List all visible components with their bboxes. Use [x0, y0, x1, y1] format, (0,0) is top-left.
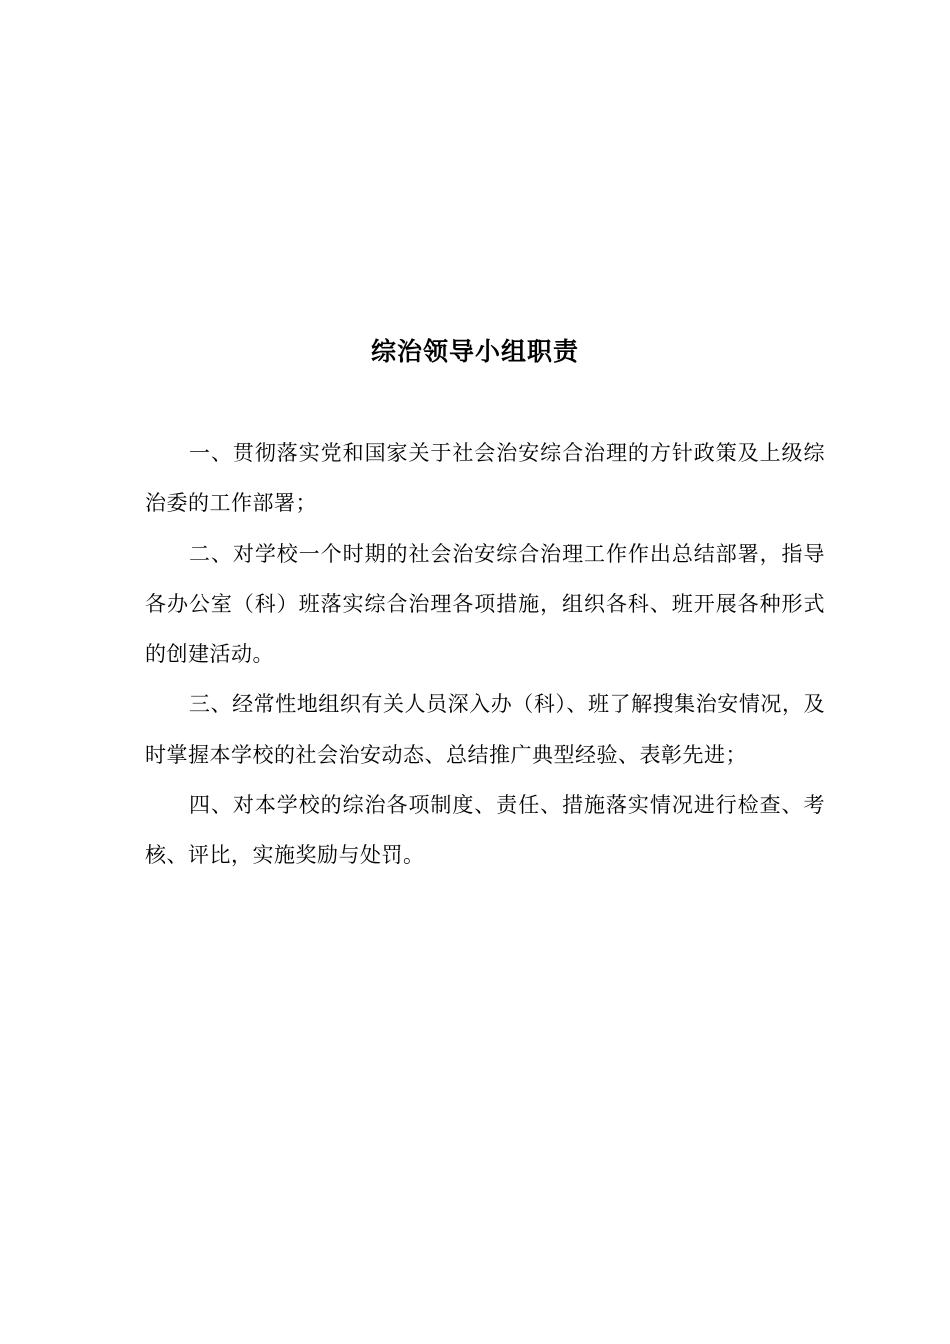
- paragraph-4: 四、对本学校的综治各项制度、责任、措施落实情况进行检查、考核、评比，实施奖励与处罚。: [145, 793, 825, 868]
- paragraph-3: 三、经常性地组织有关人员深入办（科）、班了解搜集治安情况，及时掌握本学校的社会治安动态、总结推广典型经验、表彰先进；: [145, 692, 825, 767]
- paragraph-2: 二、对学校一个时期的社会治安综合治理工作作出总结部署，指导各办公室（科）班落实综合治理各项措施，组织各科、班开展各种形式的创建活动。: [145, 541, 825, 667]
- document-title: 综治领导小组职责: [370, 337, 579, 366]
- paragraph-1: 一、贯彻落实党和国家关于社会治安综合治理的方针政策及上级综治委的工作部署；: [145, 441, 825, 516]
- document-body: [145, 428, 825, 881]
